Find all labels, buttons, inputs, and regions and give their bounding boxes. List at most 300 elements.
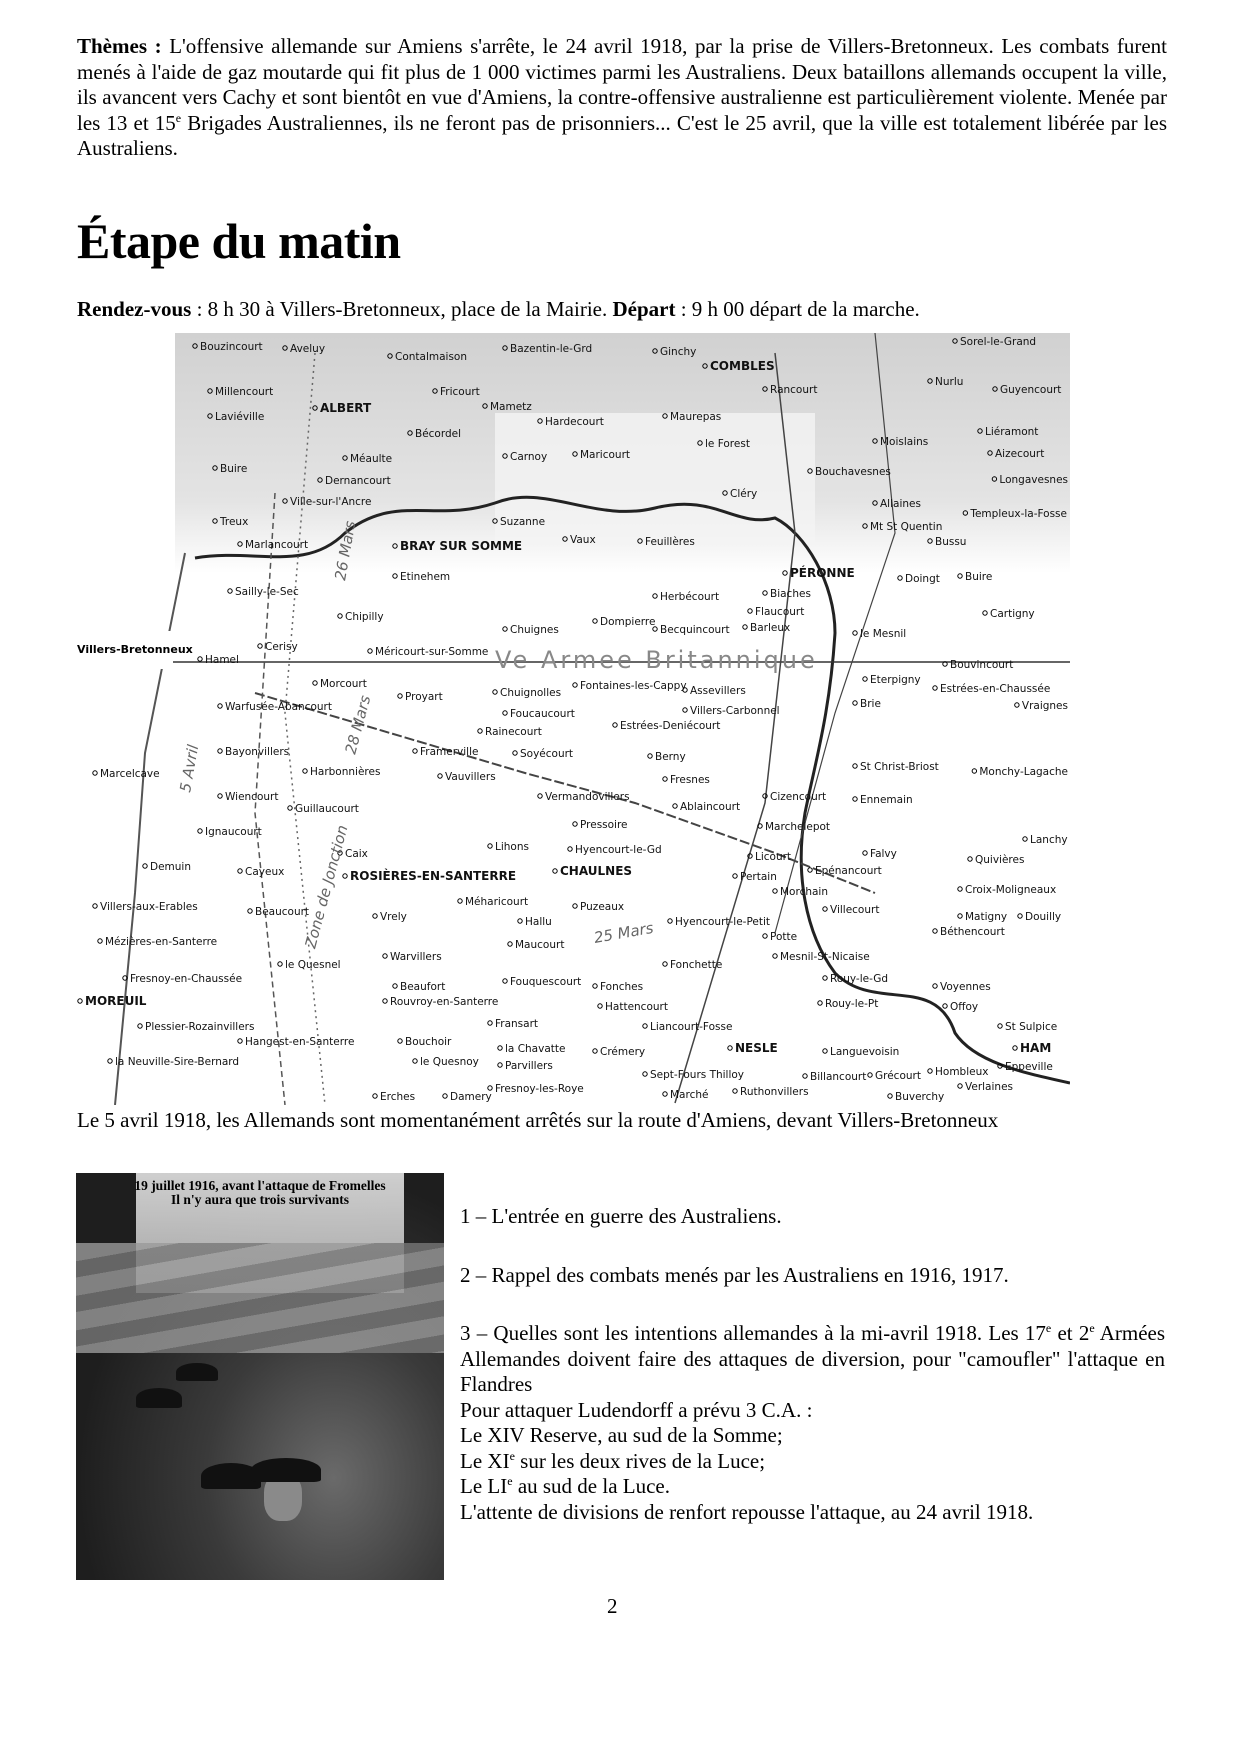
place-label: Parvillers (505, 1060, 553, 1072)
town-marker (553, 869, 557, 873)
town-marker (808, 868, 812, 872)
place-label: Eppeville (1005, 1061, 1053, 1073)
place-label: la Chavatte (505, 1043, 566, 1055)
page-title: Étape du matin (77, 213, 401, 269)
town-marker (888, 1094, 892, 1098)
town-marker (972, 769, 976, 773)
place-label: Liéramont (985, 426, 1039, 438)
place-label: Marlancourt (245, 539, 309, 551)
town-marker (138, 1024, 142, 1028)
place-label: Bouchoir (405, 1036, 452, 1048)
trench-photo (76, 1173, 444, 1580)
place-label: Languevoisin (830, 1046, 900, 1058)
place-label: Hyencourt-le-Petit (675, 916, 771, 928)
town-marker (398, 694, 402, 698)
list-item (460, 1321, 1165, 1398)
photo-soldier (176, 1363, 218, 1381)
place-label: Mézières-en-Santerre (105, 936, 218, 948)
themes-paragraph (77, 34, 1167, 162)
town-marker (313, 681, 317, 685)
depart-text: : 9 h 00 départ de la marche. (675, 297, 920, 321)
list-line: L'attente de divisions de renfort repousse l'attaque, au 24 avril 1918. (460, 1499, 1034, 1524)
town-marker (508, 942, 512, 946)
town-marker (198, 829, 202, 833)
place-label: Cléry (730, 488, 758, 500)
place-label: Villers-Carbonnel (690, 705, 780, 717)
town-marker (413, 1059, 417, 1063)
discussion-list (460, 1204, 1165, 1525)
place-label: Vauvillers (445, 771, 496, 783)
photo-caption (76, 1179, 444, 1207)
list-text: et 2 (1051, 1321, 1090, 1345)
town-marker (853, 701, 857, 705)
place-label: Framerville (420, 746, 479, 758)
place-label: Matigny (965, 911, 1008, 923)
place-label: Laviéville (215, 411, 265, 423)
town-marker (663, 777, 667, 781)
place-label: Morcourt (320, 678, 367, 690)
somme-river (195, 497, 1070, 1083)
town-marker (368, 649, 372, 653)
town-marker (593, 1049, 597, 1053)
themes-label: Thèmes : (77, 34, 162, 58)
town-marker (983, 611, 987, 615)
town-marker (258, 644, 262, 648)
town-marker (958, 1084, 962, 1088)
town-marker (393, 984, 397, 988)
list-text: au sud de la Luce. (512, 1474, 671, 1498)
superscript: e (507, 1474, 513, 1488)
place-label: Douilly (1025, 911, 1062, 923)
place-label: le Forest (705, 438, 750, 450)
place-label: Quivières (975, 854, 1025, 866)
place-label: Ablaincourt (680, 801, 741, 813)
place-label: Hardecourt (545, 416, 604, 428)
place-label: Longavesnes (999, 474, 1068, 486)
town-marker (498, 1063, 502, 1067)
rendezvous-text: : 8 h 30 à Villers-Bretonneux, place de la Mairie. (191, 297, 613, 321)
list-item: 2 – Rappel des combats menés par les Australiens en 1916, 1917. (460, 1262, 1009, 1287)
town-marker (503, 627, 507, 631)
front-date-label: 28 Mars (341, 693, 375, 757)
town-marker (303, 769, 307, 773)
town-marker (763, 934, 767, 938)
place-label: MOREUIL (85, 994, 147, 1008)
place-label: Fontaines-les-Cappy (580, 680, 687, 692)
place-label: Dernancourt (325, 475, 391, 487)
place-label: Fresnoy-en-Chaussée (130, 973, 243, 985)
town-marker (863, 851, 867, 855)
place-label: Wiencourt (225, 791, 279, 803)
town-marker (278, 962, 282, 966)
place-label: Sept-Fours Thilloy (650, 1069, 745, 1081)
town-marker (393, 574, 397, 578)
place-label: Dompierre (600, 616, 656, 628)
place-label: Fransart (495, 1018, 539, 1030)
place-label: Hamel (205, 654, 239, 666)
place-label: St Sulpice (1005, 1021, 1058, 1033)
town-marker (613, 723, 617, 727)
town-marker (853, 631, 857, 635)
town-marker (503, 979, 507, 983)
place-label: Puzeaux (580, 901, 625, 913)
place-label: Damery (450, 1091, 492, 1103)
town-marker (823, 1049, 827, 1053)
town-marker (643, 1024, 647, 1028)
place-label: Treux (220, 516, 249, 528)
place-label: Eterpigny (870, 674, 921, 686)
town-marker (568, 847, 572, 851)
place-label: St Christ-Briost (860, 761, 939, 773)
place-label: Rouy-le-Pt (825, 998, 879, 1010)
place-label: NESLE (735, 1041, 778, 1055)
place-label: Hattencourt (605, 1001, 668, 1013)
place-label: BRAY SUR SOMME (400, 539, 523, 553)
list-line (460, 1449, 1165, 1475)
place-label: Béthencourt (940, 926, 1005, 938)
army-label: Ve Armee Britannique (495, 646, 818, 674)
place-label: Rouy-le-Gd (830, 973, 889, 985)
list-text: Le LI (460, 1474, 508, 1498)
place-label: Licourt (755, 851, 792, 863)
place-label: Cayeux (245, 866, 285, 878)
town-marker (573, 683, 577, 687)
place-label: Bouvincourt (950, 659, 1014, 671)
photo-soldier (251, 1458, 321, 1482)
place-label: Ruthonvillers (740, 1086, 809, 1098)
place-label: Becquincourt (660, 624, 730, 636)
place-label: ALBERT (320, 401, 372, 415)
town-marker (343, 874, 347, 878)
town-marker (663, 962, 667, 966)
list-line: Pour attaquer Ludendorff a prévu 3 C.A. : (460, 1397, 813, 1422)
place-label: Grécourt (875, 1070, 921, 1082)
place-label: Brie (860, 698, 881, 710)
place-label: Assevillers (690, 685, 746, 697)
town-marker (143, 864, 147, 868)
map-drawing (75, 333, 1070, 1105)
town-marker (823, 976, 827, 980)
place-label: Rancourt (770, 384, 818, 396)
front-date-label: Zone de Jonction (301, 823, 352, 951)
place-label: Carnoy (510, 451, 548, 463)
place-label: la Neuville-Sire-Bernard (115, 1056, 240, 1068)
place-label: Sailly-le-Sec (235, 586, 299, 598)
town-marker (648, 754, 652, 758)
place-label: Vraignes (1021, 700, 1068, 712)
place-label: Hallu (525, 916, 552, 928)
town-marker (228, 589, 232, 593)
place-label: Marché (670, 1089, 709, 1101)
town-marker (78, 999, 82, 1003)
place-label: Chuignolles (500, 687, 562, 699)
place-label: Flaucourt (755, 606, 805, 618)
villers-annotation: Villers-Bretonneux (77, 643, 193, 656)
town-marker (818, 1001, 822, 1005)
place-label: Rainecourt (485, 726, 542, 738)
town-marker (863, 677, 867, 681)
place-label: Suzanne (500, 516, 546, 528)
place-label: Hangest-en-Santerre (245, 1036, 355, 1048)
town-marker (98, 939, 102, 943)
page-number: 2 (607, 1594, 618, 1618)
place-label: Caix (345, 848, 368, 860)
place-label: Moislains (880, 436, 929, 448)
town-marker (773, 889, 777, 893)
town-marker (933, 984, 937, 988)
superscript: e (1045, 1321, 1052, 1335)
town-marker (238, 1039, 242, 1043)
list-item: 1 – L'entrée en guerre des Australiens. (460, 1204, 782, 1228)
place-label: Soyécourt (520, 748, 574, 760)
place-label: Cartigny (990, 608, 1035, 620)
themes-text: L'offensive allemande sur Amiens s'arrête, le 24 avril 1918, par la prise de Villers-Bretonneux. Les combats furent menés à l'aide de gaz moutarde qui fit plus de 1 000 victimes parmi les Australiens. Deux bataillons allemands occupent la ville, ils avancent vers Cachy et sont bientôt en vue d'Amiens, la contre-offensive australienne est particulièrement violente. Menée par les 13 et 15 (77, 34, 1167, 135)
place-label: Chipilly (345, 611, 384, 623)
place-label: Fricourt (440, 386, 480, 398)
place-label: Fonchette (670, 959, 723, 971)
photo-soldier (136, 1388, 182, 1408)
town-marker (1013, 1046, 1017, 1050)
place-label: Bécordel (415, 428, 462, 440)
town-marker (93, 771, 97, 775)
town-marker (573, 904, 577, 908)
place-label: Allaines (880, 498, 921, 510)
place-label: le Quesnel (285, 959, 341, 971)
place-label: Mt St Quentin (870, 521, 943, 533)
place-label: Feuillères (645, 536, 695, 548)
town-marker (673, 804, 677, 808)
place-label: Foucaucourt (510, 708, 575, 720)
place-label: Fresnes (670, 774, 710, 786)
photo-sandbags (76, 1243, 444, 1353)
place-label: Guillaucourt (295, 803, 359, 815)
place-label: Buire (220, 463, 248, 475)
town-marker (748, 609, 752, 613)
town-marker (478, 729, 482, 733)
place-label: Millencourt (215, 386, 274, 398)
place-label: Plessier-Rozainvillers (145, 1021, 255, 1033)
place-label: Beaucourt (255, 906, 310, 918)
town-marker (763, 591, 767, 595)
town-marker (373, 914, 377, 918)
town-marker (438, 774, 442, 778)
town-marker (488, 1021, 492, 1025)
place-label: Barleux (750, 622, 791, 634)
town-marker (238, 869, 242, 873)
place-label: Herbécourt (660, 591, 720, 603)
place-label: Vaux (570, 534, 596, 546)
town-marker (373, 1094, 377, 1098)
town-marker (998, 1024, 1002, 1028)
town-marker (1015, 703, 1019, 707)
place-label: HAM (1020, 1041, 1052, 1055)
town-marker (958, 914, 962, 918)
place-label: Demuin (150, 861, 192, 873)
town-marker (733, 1089, 737, 1093)
town-marker (598, 1004, 602, 1008)
place-label: Buire (965, 571, 993, 583)
place-label: Mametz (490, 401, 532, 413)
place-label: Ville-sur-l'Ancre (290, 496, 372, 508)
town-marker (743, 625, 747, 629)
town-marker (538, 794, 542, 798)
list-text: sur les deux rives de la Luce; (514, 1448, 766, 1473)
rendezvous-label: Rendez-vous (77, 297, 192, 321)
town-marker (398, 1039, 402, 1043)
town-marker (823, 907, 827, 911)
town-marker (198, 657, 202, 661)
place-label: CHAULNES (560, 864, 633, 878)
place-label: Vrely (380, 911, 407, 923)
town-marker (683, 708, 687, 712)
place-label: ROSIÈRES-EN-SANTERRE (350, 869, 517, 883)
list-text: Armées Allemandes doivent faire des attaques de diversion, pour "camoufler" l'attaque en Flandres (460, 1321, 1166, 1396)
town-marker (218, 749, 222, 753)
town-marker (383, 999, 387, 1003)
place-label: Sorel-le-Grand (960, 336, 1037, 348)
place-label: Beaufort (400, 981, 446, 993)
town-marker (288, 806, 292, 810)
place-label: Mesnil-St-Nicaise (780, 951, 870, 963)
front-date-label: 25 Mars (592, 918, 655, 947)
place-label: Ginchy (660, 346, 697, 358)
superscript: e (1089, 1321, 1095, 1335)
place-label: Pertain (740, 871, 777, 883)
place-label: Liancourt-Fosse (650, 1021, 733, 1033)
place-label: Bussu (935, 536, 967, 548)
place-label: PÉRONNE (790, 566, 855, 580)
place-label: Warvillers (390, 951, 442, 963)
place-label: Villecourt (830, 904, 880, 916)
town-marker (928, 1069, 932, 1073)
place-label: Pressoire (580, 819, 628, 831)
place-label: Lihons (495, 841, 529, 853)
rendezvous-line (77, 297, 920, 322)
list-text: 3 – Quelles sont les intentions allemandes à la mi-avril 1918. Les 17 (460, 1321, 1046, 1345)
place-label: Bayonvillers (225, 746, 290, 758)
superscript: e (175, 110, 182, 125)
town-marker (248, 909, 252, 913)
place-label: Aizecourt (995, 448, 1045, 460)
town-marker (663, 1092, 667, 1096)
place-label: Rouvroy-en-Santerre (390, 996, 499, 1008)
town-marker (338, 614, 342, 618)
place-label: Contalmaison (395, 351, 468, 363)
place-label: le Quesnoy (420, 1056, 479, 1068)
place-label: Nurlu (935, 376, 964, 388)
place-label: Villers-aux-Erables (100, 901, 198, 913)
place-label: Buverchy (895, 1091, 945, 1103)
photo-caption-line: Il n'y aura que trois survivants (171, 1192, 349, 1207)
town-marker (898, 576, 902, 580)
town-marker (593, 984, 597, 988)
town-marker (933, 686, 937, 690)
place-label: Harbonnières (310, 766, 381, 778)
place-label: Maurepas (670, 411, 722, 423)
town-marker (958, 887, 962, 891)
place-label: Aveluy (290, 343, 326, 355)
place-label: Fonches (600, 981, 644, 993)
place-label: Morchain (780, 886, 829, 898)
place-label: Cizencourt (770, 791, 827, 803)
place-label: Bazentin-le-Grd (510, 343, 593, 355)
photo-caption-line: 19 juillet 1916, avant l'attaque de Fromelles (134, 1178, 386, 1193)
place-label: Fouquescourt (510, 976, 582, 988)
place-label: Guyencourt (1000, 384, 1062, 396)
place-label: Fresnoy-les-Roye (495, 1083, 584, 1095)
town-marker (933, 929, 937, 933)
list-text: Le XI (460, 1448, 510, 1473)
town-marker (593, 619, 597, 623)
town-marker (968, 857, 972, 861)
place-label: Méaulte (350, 453, 393, 465)
superscript: e (509, 1448, 515, 1463)
historical-map (75, 333, 1070, 1105)
town-marker (728, 1046, 732, 1050)
themes-text: Brigades Australiennes, ils ne feront pas de prisonniers... C'est le 25 avril, que la ville est totalement libérée par les Australiens. (77, 110, 1167, 160)
town-marker (218, 794, 222, 798)
town-marker (1023, 837, 1027, 841)
place-label: Proyart (405, 691, 443, 703)
place-label: Maucourt (515, 939, 565, 951)
depart-label: Départ (612, 297, 676, 321)
place-label: Maricourt (580, 449, 631, 461)
town-marker (218, 704, 222, 708)
map-caption: Le 5 avril 1918, les Allemands sont momentanément arrêtés sur la route d'Amiens, devant Villers-Bretonneux (77, 1108, 999, 1132)
place-label: Méricourt-sur-Somme (375, 646, 489, 658)
town-marker (518, 919, 522, 923)
place-label: Estrées-en-Chaussée (940, 683, 1051, 695)
town-marker (943, 1004, 947, 1008)
place-label: Monchy-Lagache (979, 766, 1068, 778)
place-label: Lanchy (1030, 834, 1068, 846)
town-marker (668, 919, 672, 923)
place-label: Bouzincourt (200, 341, 263, 353)
town-marker (458, 899, 462, 903)
place-label: Croix-Moligneaux (965, 884, 1057, 896)
town-marker (958, 574, 962, 578)
town-marker (443, 1094, 447, 1098)
town-marker (1018, 914, 1022, 918)
town-marker (653, 594, 657, 598)
place-label: Warfusée-Abancourt (225, 701, 332, 713)
town-marker (413, 749, 417, 753)
place-label: Offoy (950, 1001, 979, 1013)
town-marker (513, 751, 517, 755)
town-marker (853, 764, 857, 768)
front-date-label: 26 Mars (331, 519, 360, 582)
place-label: le Mesnil (860, 628, 907, 640)
place-label: Epénancourt (815, 865, 882, 877)
town-marker (853, 797, 857, 801)
town-marker (733, 874, 737, 878)
place-label: Etinehem (400, 571, 451, 583)
place-label: Méharicourt (465, 896, 529, 908)
town-marker (488, 844, 492, 848)
place-label: Billancourt (810, 1071, 867, 1083)
town-marker (803, 1074, 807, 1078)
place-label: Hyencourt-le-Gd (575, 844, 662, 856)
town-marker (503, 711, 507, 715)
place-label: Templeux-la-Fosse (970, 508, 1067, 520)
town-marker (643, 1072, 647, 1076)
town-marker (493, 690, 497, 694)
town-marker (108, 1059, 112, 1063)
place-label: Cerisy (265, 641, 298, 653)
place-label: Crémery (600, 1046, 646, 1058)
town-marker (498, 1046, 502, 1050)
place-label: Erches (380, 1091, 416, 1103)
